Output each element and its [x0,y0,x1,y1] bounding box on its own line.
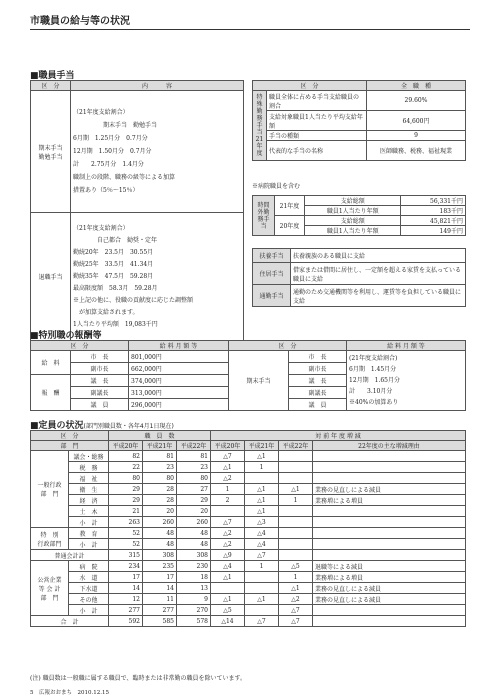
staff-cell: 平成20年 [211,441,245,451]
staff-cell: 277 [109,605,143,616]
staff-cell: 29 [109,484,143,495]
staff-cell: 14 [109,583,143,594]
pay: 313,000円 [129,387,229,399]
staff-cell: 17 [143,572,177,583]
staff-cell: 270 [177,605,211,616]
staff-cell: 234 [109,561,143,572]
staff-cell: 29 [109,495,143,506]
staff-cell: 合 計 [31,616,109,627]
staff-cell: △1 [211,594,245,605]
staff-cell: 平成22年 [279,441,313,451]
staff-cell: △4 [245,528,279,539]
overtime-value: 56,331千円 [401,196,466,206]
staff-cell: 平成22年 [177,441,211,451]
section-title-special: ■特別職の報酬等 [30,331,102,341]
staff-cell: 平成21年 [143,441,177,451]
staff-cell: 21 [109,506,143,517]
staff-cell: △1 [279,484,313,495]
staff-cell: △1 [245,484,279,495]
staff-cell: 20 [143,506,177,517]
overtime-table [252,195,466,236]
staff-cell: △1 [245,506,279,517]
staff-cell: 230 [177,561,211,572]
staff-cell: 308 [143,550,177,561]
kimatsu-rates: (21年度支給割合) 6月期 1.45月分 12月期 1.65月分 計 3.10月分 ※40%の加算あり [347,351,466,411]
staff-cell [211,506,245,517]
staff-cell: △1 [279,583,313,594]
pay: 662,000円 [129,363,229,375]
special-allowance-table [252,80,466,161]
staff-cell: 業務増による増員 [313,572,466,583]
staff-cell: 1 [245,561,279,572]
staff-cell: △1 [211,572,245,583]
role: 議 長 [71,375,129,387]
staff-cell: 260 [143,517,177,528]
overtime-item: 職員1人当たり年額 [305,226,401,236]
other-label: 扶養手当 [253,249,291,263]
tokushu-item: 職員全体に占める手当支給職員の割合 [267,91,367,111]
col-head: 給 料 月 額 等 [347,341,466,351]
staff-cell: △9 [211,550,245,561]
staff-cell: 下水道 [69,583,109,594]
staff-cell: 11 [143,594,177,605]
staff-cell: 80 [109,473,143,484]
staff-cell [313,528,466,539]
staff-cell: 福 祉 [69,473,109,484]
staff-cell: 23 [143,462,177,473]
staff-cell [245,583,279,594]
staff-cell: 普通会計計 [31,550,109,561]
staff-cell: 20 [177,506,211,517]
tokushu-label: 特殊勤務手当21年度 [253,91,267,161]
staff-cell: △1 [245,594,279,605]
staff-cell: 小 計 [69,517,109,528]
staff-cell: 22 [109,462,143,473]
section-title-staffing: ■定員の状況(部門別職員数・各年4月1日現在) [30,421,174,431]
page-header: 市職員の給与等の状況 [30,12,470,30]
other-label: 通勤手当 [253,285,291,307]
staff-cell: 職 員 数 [109,431,211,441]
role: 副議長 [71,387,129,399]
staff-cell: 260 [177,517,211,528]
staff-cell [245,605,279,616]
staff-cell: △2 [211,539,245,550]
special-pay-table [30,340,466,411]
role: 議 長 [289,375,347,387]
staff-cell: 2 [211,495,245,506]
tokushu-value: 64,600円 [367,111,466,131]
staff-cell: 585 [143,616,177,627]
staff-cell: 公営企業 等 会 計 部 門 [31,561,69,616]
staff-cell: 315 [109,550,143,561]
staff-cell: 235 [143,561,177,572]
tokushu-item: 支給対象職員1人当たり平均支給年額 [267,111,367,131]
role: 副市長 [289,363,347,375]
staff-cell: 48 [177,528,211,539]
staff-cell: 14 [143,583,177,594]
staff-cell [313,473,466,484]
staff-cell: △2 [211,473,245,484]
staff-cell: 48 [143,539,177,550]
staff-cell: 29 [177,495,211,506]
staff-cell: 土 木 [69,506,109,517]
staff-cell: 52 [109,539,143,550]
col-head: 内 容 [71,81,244,91]
staff-cell: △1 [245,451,279,462]
other-desc: 通勤のため交通機関等を利用し、運賃等を負担している職員に支給 [291,285,466,307]
staff-cell: 経 済 [69,495,109,506]
staff-cell: 277 [143,605,177,616]
staff-cell: 18 [177,572,211,583]
staff-cell: 28 [143,484,177,495]
staff-cell: 特 別 行政部門 [31,528,69,550]
hoshu-label: 報 酬 [31,375,71,411]
staff-cell [211,583,245,594]
staff-cell: 小 計 [69,605,109,616]
tokushu-item: 代表的な手当の名称 [267,141,367,161]
staff-cell: 80 [143,473,177,484]
staff-cell: △14 [211,616,245,627]
staff-cell [279,550,313,561]
overtime-item: 支給総額 [305,196,401,206]
other-label: 住居手当 [253,263,291,285]
col-head: 区 分 [31,341,129,351]
staff-cell: 27 [177,484,211,495]
staff-cell: △2 [279,594,313,605]
staff-cell [313,506,466,517]
staff-cell: 平成20年 [109,441,143,451]
staffing-note: (注) 職員数は一般職に属する職員で、臨時または非常勤の職員を除いています。 [30,675,246,682]
col-head: 区 分 [31,81,71,91]
staff-cell: 12 [109,594,143,605]
staff-cell: △7 [211,451,245,462]
other-desc: 扶養親族のある職員に支給 [291,249,466,263]
staff-cell [279,506,313,517]
staff-cell: 82 [109,451,143,462]
overtime-year: 21年度 [275,196,305,216]
staff-cell [245,473,279,484]
overtime-label: 時間外勤務手当 [253,196,275,236]
staff-cell: △2 [211,528,245,539]
staff-cell: △7 [211,517,245,528]
staff-cell: 税 務 [69,462,109,473]
staff-cell [245,572,279,583]
overtime-year: 20年度 [275,216,305,236]
staff-cell: △4 [211,561,245,572]
staff-cell: 小 計 [69,539,109,550]
staff-cell: 81 [143,451,177,462]
overtime-value: 45,821千円 [401,216,466,226]
staff-cell: 17 [109,572,143,583]
staff-cell: △7 [279,605,313,616]
staff-cell: 区 分 [31,431,109,441]
staff-cell: △5 [211,605,245,616]
staff-cell: △1 [245,495,279,506]
taishoku-label: 退職手当 [31,213,71,341]
staff-cell [279,517,313,528]
overtime-value: 149千円 [401,226,466,236]
staff-cell: 業務の見直しによる減員 [313,484,466,495]
staff-cell: 業務の見直しによる減員 [313,594,466,605]
staff-cell [313,451,466,462]
overtime-item: 支給総額 [305,216,401,226]
tokushu-value: 9 [367,131,466,141]
role: 市 長 [71,351,129,363]
tokushu-value: 医師職務、税務、福祉現業 [367,141,466,161]
staff-cell: △7 [245,550,279,561]
pay: 374,000円 [129,375,229,387]
kimatsu-label: 期末手当 [229,351,289,411]
staff-cell: 22年度の主な増減理由 [313,441,466,451]
staff-cell: 1 [211,484,245,495]
staff-cell: 議会・総務 [69,451,109,462]
staff-cell [313,605,466,616]
staff-cell: △5 [279,561,313,572]
staff-cell: 病 院 [69,561,109,572]
overtime-value: 183千円 [401,206,466,216]
staff-cell: 52 [109,528,143,539]
allowance-table [30,80,244,341]
col-head: 給 料 月 額 等 [129,341,229,351]
staff-cell: 80 [177,473,211,484]
staff-cell: その他 [69,594,109,605]
staff-cell: 9 [177,594,211,605]
role: 副市長 [71,363,129,375]
kimatsu-label: 期末手当 勤勉手当 [31,91,71,213]
kimatsu-content: （21年度支給割合） 期末手当 勤勉手当 6月期 1.25月分 0.7月分 12月期 1.50月分 0.7月分 計 2.75月分 1.4月分 職制上の段階、職務の級等による加算 措置あり（5％～15％） [71,91,244,213]
page-footer: 5 広報おおまち 2010.12.15 [30,690,109,696]
tokushu-item: 手当の種類 [267,131,367,141]
staff-cell: 部 門 [31,441,109,451]
staff-cell: 23 [177,462,211,473]
staff-cell: 退職等による減員 [313,561,466,572]
staff-cell: 1 [279,572,313,583]
staff-cell: 1 [279,495,313,506]
staff-cell [279,462,313,473]
staff-cell: △4 [245,539,279,550]
staff-cell: 48 [143,528,177,539]
staffing-table [30,430,466,627]
kyuryo-label: 給 料 [31,351,71,375]
staff-cell: 業務増による増員 [313,495,466,506]
staff-cell: 平成21年 [245,441,279,451]
staff-cell: △1 [211,462,245,473]
staff-cell: 業務の見直しによる減員 [313,583,466,594]
col-head: 区 分 [253,81,367,91]
role: 副議長 [289,387,347,399]
staff-cell: 教 育 [69,528,109,539]
staff-cell: 48 [177,539,211,550]
staff-cell [313,517,466,528]
staff-cell [313,550,466,561]
section-title-allowances: ■職員手当 [30,71,75,81]
col-head: 区 分 [229,341,347,351]
staff-cell [313,616,466,627]
staff-cell: △3 [245,517,279,528]
staff-cell [313,462,466,473]
staff-cell: 263 [109,517,143,528]
staff-cell: 13 [177,583,211,594]
staff-cell: 308 [177,550,211,561]
staff-cell [313,539,466,550]
staff-cell [279,473,313,484]
staff-cell: 一般行政 部 門 [31,451,69,528]
other-desc: 借家または借間に居住し、一定額を超える家賃を支払っている職員に支給 [291,263,466,285]
staff-cell: △7 [279,616,313,627]
staff-cell: 28 [143,495,177,506]
tokushu-value: 29.60% [367,91,466,111]
staff-cell: 水 道 [69,572,109,583]
staff-cell: 1 [245,462,279,473]
other-allowances-table [252,248,466,307]
tokushu-note: ※病院職員を含む [252,183,301,190]
pay: 296,000円 [129,399,229,411]
staff-cell: △7 [245,616,279,627]
role: 議 員 [71,399,129,411]
staff-cell: 衛 生 [69,484,109,495]
staff-cell: 81 [177,451,211,462]
staff-cell [279,451,313,462]
staff-cell [279,528,313,539]
col-head: 全 職 種 [367,81,466,91]
staff-cell: 578 [177,616,211,627]
staff-cell [279,539,313,550]
pay: 801,000円 [129,351,229,363]
role: 市 長 [289,351,347,363]
taishoku-content: （21年度支給割合） 自己都合 勧奨・定年 勤続20年 23.5月 30.55月 勤続25年 33.5月 41.34月 勤続35年 47.5月 59.28月 最高限度額 58.3月 59.28月 ※上記の他に、役職の貢献度に応じた調整額 が加算支給されます。 1人当たり平均額 19,083千円 [71,213,244,341]
role: 議 員 [289,399,347,411]
staff-cell: 対 前 年 度 増 減 [211,431,466,441]
staff-cell: 592 [109,616,143,627]
overtime-item: 職員1人当たり年額 [305,206,401,216]
